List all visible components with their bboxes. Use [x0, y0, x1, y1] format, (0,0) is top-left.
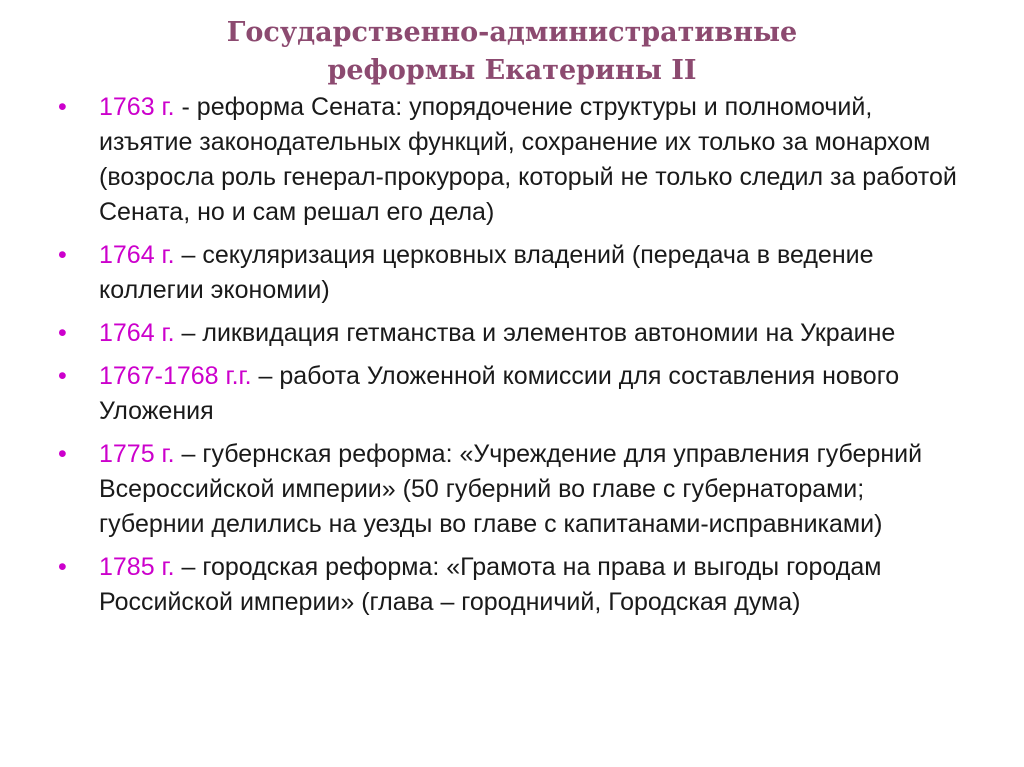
reform-year: 1785 г. — [99, 553, 175, 581]
list-item — [56, 90, 966, 230]
bullet-icon: • — [58, 319, 67, 347]
reform-year: 1775 г. — [99, 440, 175, 468]
slide-title-line-1: Государственно-административные — [226, 17, 798, 48]
slide-title-line-2: реформы Екатерины II — [327, 55, 697, 86]
bullet-icon: • — [58, 553, 67, 581]
reform-year: 1764 г. — [99, 319, 175, 347]
reform-year: 1767-1768 г.г. — [99, 362, 252, 390]
reform-description: - реформа Сената: упорядочение структуры и полномочий, изъятие законодательных функций, сохранение их только за монархом (возросла роль генерал-прокурора, который не только следил за работой Сената, но и сам решал его дела) — [99, 93, 957, 226]
reform-description: – ликвидация гетманства и элементов автономии на Украине — [174, 319, 896, 347]
list-item — [56, 359, 966, 429]
bullet-icon: • — [58, 440, 67, 468]
slide-title — [0, 14, 1024, 90]
reforms-list — [56, 90, 966, 628]
bullet-icon: • — [58, 241, 67, 269]
list-item — [56, 550, 966, 620]
list-item — [56, 437, 966, 542]
list-item — [56, 316, 966, 351]
reform-description: – городская реформа: «Грамота на права и выгоды городам Российской империи» (глава – городничий, Городская дума) — [99, 553, 882, 616]
bullet-icon: • — [58, 362, 67, 390]
reform-year: 1764 г. — [99, 241, 175, 269]
list-item — [56, 238, 966, 308]
reform-description: – губернская реформа: «Учреждение для управления губерний Всероссийской империи» (50 губерний во главе с губернаторами; губернии делились на уезды во главе с капитанами-исправниками) — [99, 440, 923, 538]
reform-description: – секуляризация церковных владений (передача в ведение коллегии экономии) — [99, 241, 874, 304]
reform-description: – работа Уложенной комиссии для составления нового Уложения — [99, 362, 900, 425]
reform-year: 1763 г. — [99, 93, 175, 121]
bullet-icon: • — [58, 93, 67, 121]
